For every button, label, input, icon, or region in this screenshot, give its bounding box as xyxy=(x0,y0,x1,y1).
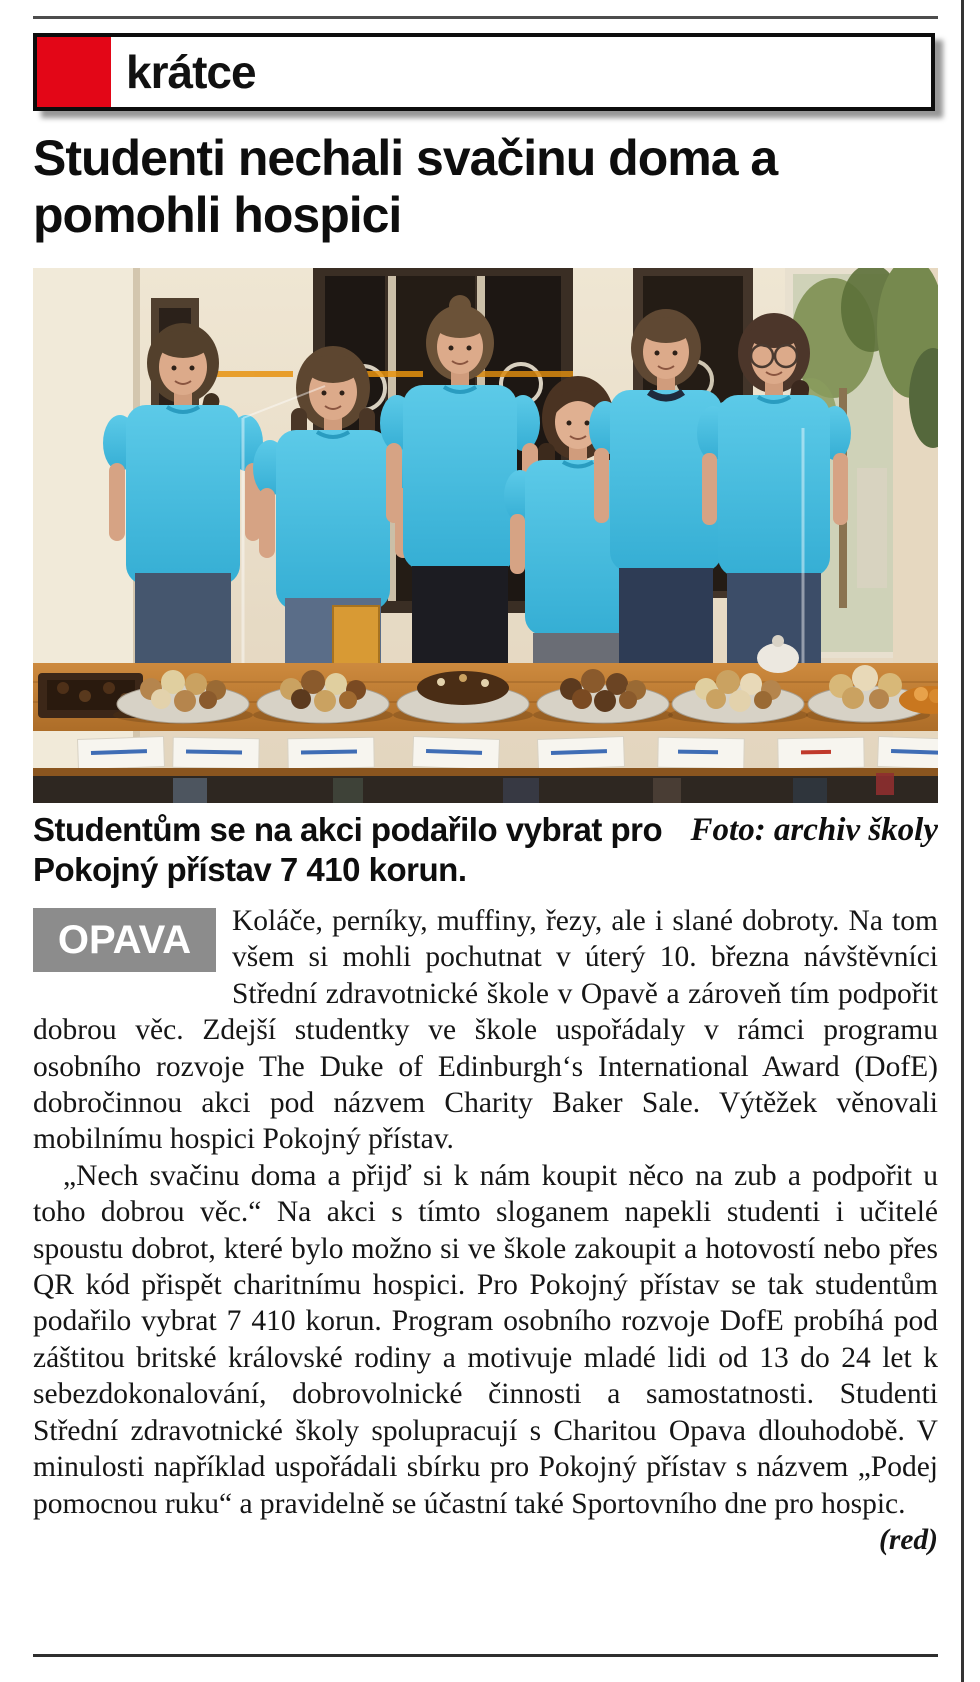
article-headline: Studenti nechali svačinu doma a pomohli hospici xyxy=(33,130,778,243)
dateline-box xyxy=(33,908,216,972)
photo-table-front xyxy=(33,768,938,803)
top-divider xyxy=(33,16,938,19)
paragraph-text: Koláče, perníky, muffiny, řezy, ale i slané dobroty. Na tom všem si mohli pochutnat v úterý 10. března návštěvníci Střední zdravotnické škole v Opavě a zároveň tím podpořit dobrou věc. Zdejší studentky ve škole uspořádaly v rámci programu osobního rozvoje The Duke of Edinburgh‘s International Award (DofE) dobročinnou akci pod názvem Charity Baker Sale. Výtěžek věnovali mobilnímu hospici Pokojný přístav. xyxy=(33,905,938,1156)
bottom-divider xyxy=(33,1654,938,1657)
author-signature: (red) xyxy=(879,1523,938,1556)
paragraph xyxy=(33,1158,938,1556)
photo-credit: Foto: archiv školy xyxy=(690,812,938,848)
photo-sunlight-streak xyxy=(173,371,573,377)
paragraph xyxy=(33,903,938,1158)
section-kicker-box xyxy=(33,33,935,111)
dateline-text: OPAVA xyxy=(57,917,192,962)
article-body xyxy=(33,903,938,1558)
article-photo xyxy=(33,268,938,803)
photo-caption xyxy=(33,810,938,890)
column-divider xyxy=(961,0,964,1682)
kicker-red-square xyxy=(37,37,111,107)
photo-caption-text: Studentům se na akci podařilo vybrat pro Pokojný přístav 7 410 korun. xyxy=(33,811,663,888)
paragraph-text: „Nech svačinu doma a přijď si k nám koupit něco na zub a podpořit u toho dobrou věc.“ Na akci s tímto sloganem napekli studenti i učitelé spoustu dobrot, které bylo možno si ve škole zakoupit a hotovostí nebo přes QR kód přispět charitnímu hospici. Pro Pokojný přístav se tak studentům podařilo vybrat 7 410 korun. Program osobního rozvoje DofE probíhá pod záštitou britské královské rodiny a motivuje mladé lidi od 13 do 24 let k sebezdokonalování, dobrovolnické činnosti a samostatnosti. Studenti Střední zdravotnické školy spolupracují s Charitou Opava dlouhodobě. V minulosti například uspořádali sbírku pro Pokojný přístav s názvem „Podej pomocnou ruku“ a pravidelně se účastní také Sportovního dne pro hospic. xyxy=(33,1159,938,1520)
section-kicker: krátce xyxy=(126,46,256,98)
